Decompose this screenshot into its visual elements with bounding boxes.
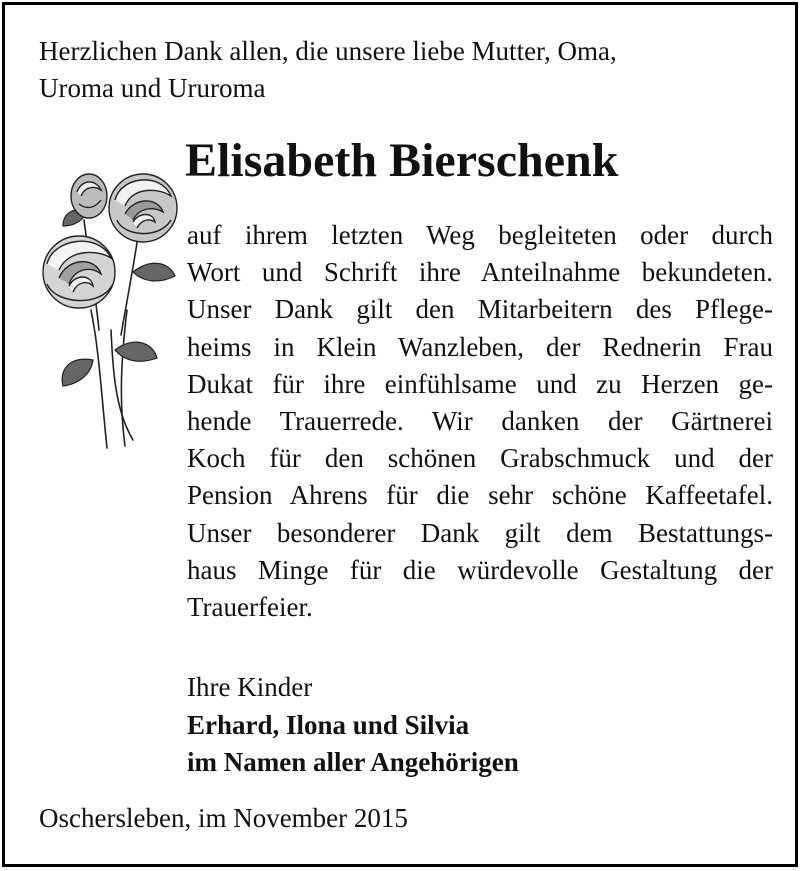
body-text: [187, 217, 773, 626]
signature-intro: Ihre Kinder: [187, 672, 313, 702]
body-line: hende Trauerrede. Wir danken der Gärtnerei: [187, 405, 773, 436]
body-line: Trauerfeier.: [187, 591, 313, 622]
roses-illustration: [29, 160, 189, 450]
body-line: Unser Dank gilt den Mitarbeitern des Pflege-: [187, 294, 773, 325]
body-line: Pension Ahrens für die sehr schöne Kaffeetafel.: [187, 480, 773, 511]
signature-block: [187, 669, 773, 782]
body-line: Wort und Schrift ihre Anteilnahme bekundeten.: [187, 257, 773, 288]
body-line: Koch für den schönen Grabschmuck und der: [187, 443, 773, 474]
body-line: auf ihrem letzten Weg begleiteten oder durch: [187, 220, 773, 250]
intro-text: [39, 33, 777, 107]
place-date: Oschersleben, im November 2015: [39, 803, 408, 833]
intro-line: Herzlichen Dank allen, die unsere liebe Mutter, Oma,: [39, 36, 617, 66]
body-line: Dukat für ihre einfühlsame und zu Herzen ge-: [187, 368, 773, 399]
obituary-thank-you-notice: [2, 2, 798, 867]
signature-relatives: im Namen aller Angehörigen: [187, 747, 519, 777]
body-line: Unser besonderer Dank gilt dem Bestattungs-: [187, 517, 773, 548]
intro-line: Uroma und Ururoma: [39, 73, 266, 103]
signature-names: Erhard, Ilona und Silvia: [187, 709, 470, 740]
body-line: heims in Klein Wanzleben, der Rednerin Frau: [187, 331, 773, 362]
body-line: haus Minge für die würdevolle Gestaltung der: [187, 554, 773, 585]
deceased-name: Elisabeth Bierschenk: [185, 134, 619, 187]
